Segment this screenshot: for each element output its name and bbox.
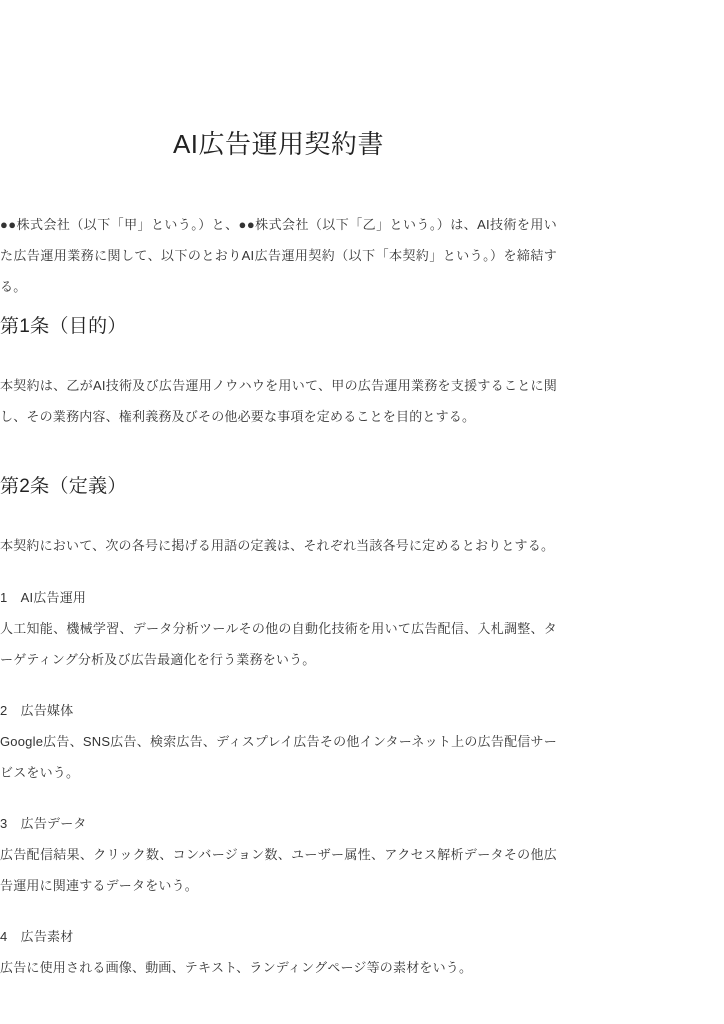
list-item xyxy=(0,582,557,675)
section-body-article-2: 本契約において、次の各号に掲げる用語の定義は、それぞれ当該各号に定めるとおりとする。 xyxy=(0,538,555,553)
section-article-2 xyxy=(0,471,557,983)
section-heading-article-1: 第1条（目的） xyxy=(0,316,127,337)
list-item xyxy=(0,808,557,901)
definition-item-description: 人工知能、機械学習、データ分析ツールその他の自動化技術を用いて広告配信、入札調整、ターゲティング分析及び広告最適化を行う業務をいう。 xyxy=(0,621,557,667)
definition-list xyxy=(0,582,557,983)
list-item xyxy=(0,695,557,788)
definition-item-title: 4 広告素材 xyxy=(0,929,74,944)
definition-item-title: 1 AI広告運用 xyxy=(0,590,87,605)
section-article-1 xyxy=(0,311,557,432)
definition-item-description: 広告に使用される画像、動画、テキスト、ランディングページ等の素材をいう。 xyxy=(0,960,473,975)
definition-item-description: 広告配信結果、クリック数、コンバージョン数、ユーザー属性、アクセス解析データその他広告運用に関連するデータをいう。 xyxy=(0,847,557,893)
definition-item-title: 3 広告データ xyxy=(0,816,87,831)
intro-paragraph: ●●株式会社（以下「甲」という。）と、●●株式会社（以下「乙」という。）は、AI技術を用いた広告運用業務に関して、以下のとおりAI広告運用契約（以下「本契約」という。）を締結する。 xyxy=(0,217,557,294)
definition-item-description: Google広告、SNS広告、検索広告、ディスプレイ広告その他インターネット上の広告配信サービスをいう。 xyxy=(0,734,557,780)
definition-item-title: 2 広告媒体 xyxy=(0,703,74,718)
list-item xyxy=(0,921,557,983)
section-body-article-1: 本契約は、乙がAI技術及び広告運用ノウハウを用いて、甲の広告運用業務を支援することに関し、その業務内容、権利義務及びその他必要な事項を定めることを目的とする。 xyxy=(0,378,557,424)
section-heading-article-2: 第2条（定義） xyxy=(0,476,127,497)
page-title: AI広告運用契約書 xyxy=(172,129,385,159)
